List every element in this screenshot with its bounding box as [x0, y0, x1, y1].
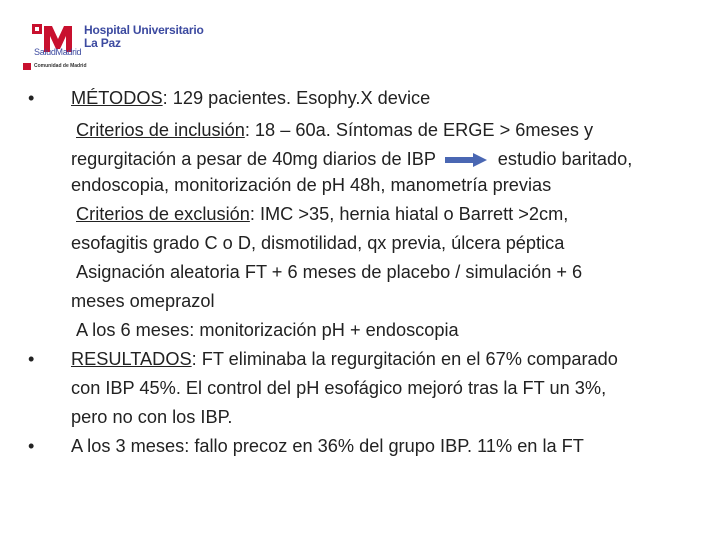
inclusion-line-2: regurgitación a pesar de 40mg diarios de IBP estudio baritado, — [71, 149, 633, 169]
assignment-line-2: meses omeprazol — [71, 291, 215, 311]
metodos-line: MÉTODOS: 129 pacientes. Esophy.X device — [71, 88, 431, 108]
inclusion-line-1: Criterios de inclusión: 18 – 60a. Síntomas de ERGE > 6meses y — [76, 120, 594, 140]
six-months-line: A los 6 meses: monitorización pH + endoscopia — [76, 320, 459, 340]
bullet: • — [28, 436, 35, 456]
bullet: • — [28, 349, 35, 369]
exclusion-line-2: esofagitis grado C o D, dismotilidad, qx previa, úlcera péptica — [71, 233, 565, 253]
hospital-name: Hospital Universitario La Paz — [84, 23, 204, 50]
salud-madrid-label: SaludMadrid — [34, 47, 82, 57]
exclusion-line-1: Criterios de exclusión: IMC >35, hernia hiatal o Barrett >2cm, — [76, 204, 569, 224]
metodos-label: MÉTODOS — [71, 88, 163, 108]
arrow-right-icon — [445, 153, 487, 167]
three-months-line: A los 3 meses: fallo precoz en 36% del grupo IBP. 11% en la FT — [71, 436, 584, 456]
inclusion-line-3: endoscopia, monitorización de pH 48h, manometría previas — [71, 175, 552, 195]
resultados-line-3: pero no con los IBP. — [71, 407, 233, 427]
region-flag-icon — [23, 63, 31, 70]
assignment-line-1: Asignación aleatoria FT + 6 meses de placebo / simulación + 6 — [76, 262, 583, 282]
inclusion-label: Criterios de inclusión — [76, 120, 245, 140]
region-label: Comunidad de Madrid — [23, 62, 87, 70]
resultados-line-2: con IBP 45%. El control del pH esofágico mejoró tras la FT un 3%, — [71, 378, 607, 398]
bullet: • — [28, 88, 35, 108]
resultados-line-1: RESULTADOS: FT eliminaba la regurgitación en el 67% comparado — [71, 349, 618, 369]
resultados-label: RESULTADOS — [71, 349, 192, 369]
exclusion-label: Criterios de exclusión — [76, 204, 250, 224]
